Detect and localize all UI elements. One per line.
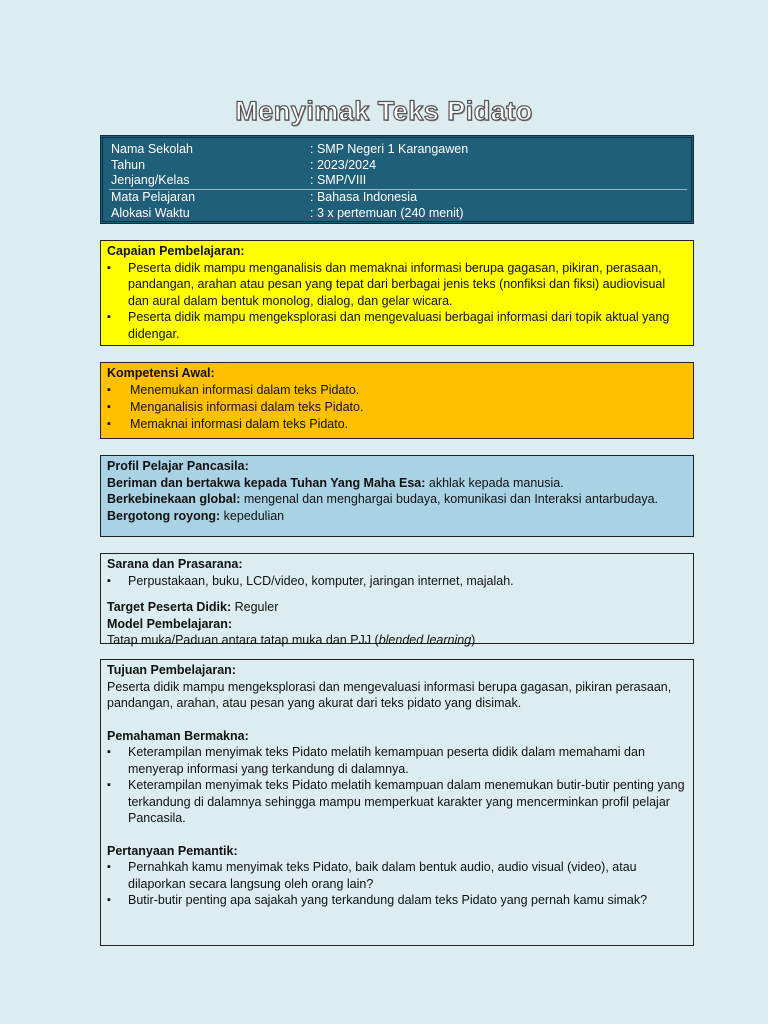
tujuan-heading: Tujuan Pembelajaran: bbox=[107, 663, 236, 677]
kompetensi-heading: Kompetensi Awal: bbox=[107, 366, 215, 380]
list-item: ▪ Peserta didik mampu menganalisis dan memaknai informasi berupa gagasan, pikiran, perasaan, pandangan, arahan atau pesan yang tepat dari berbagai jenis teks (nonfiksi dan fiksi) audiovisual dan aural dalam bentuk monolog, dialog, dan gelar wicara. bbox=[107, 260, 685, 310]
pemahaman-list bbox=[107, 744, 685, 827]
target-value: Reguler bbox=[231, 600, 279, 614]
list-item: ▪ Perpustakaan, buku, LCD/video, komputer, jaringan internet, majalah. bbox=[107, 573, 685, 590]
list-item: ▪ Keterampilan menyimak teks Pidato melatih kemampuan peserta didik dalam memahami dan menyerap informasi yang terkandung di dalamnya. bbox=[107, 744, 685, 777]
profil-heading: Profil Pelajar Pancasila: bbox=[107, 459, 249, 473]
kompetensi-awal-box bbox=[100, 362, 694, 439]
info-row bbox=[109, 158, 687, 174]
profil-label: Bergotong royong: bbox=[107, 508, 221, 523]
info-row bbox=[109, 142, 687, 158]
school-info-table bbox=[100, 135, 694, 224]
info-key: Tahun bbox=[111, 157, 146, 172]
list-item: ▪ Memaknai informasi dalam teks Pidato. bbox=[107, 416, 685, 433]
info-row bbox=[109, 173, 687, 189]
capaian-pembelajaran-box bbox=[100, 240, 694, 346]
pemahaman-heading: Pemahaman Bermakna: bbox=[107, 728, 249, 743]
profil-line bbox=[107, 508, 685, 525]
sarana-list bbox=[107, 573, 685, 590]
model-heading: Model Pembelajaran: bbox=[107, 616, 233, 631]
model-text-close: ) bbox=[471, 633, 476, 647]
target-line bbox=[107, 599, 685, 616]
profil-text: akhlak kepada manusia. bbox=[425, 475, 564, 490]
info-key: Jenjang/Kelas bbox=[111, 173, 190, 188]
profil-line bbox=[107, 491, 685, 508]
tujuan-pembelajaran-box bbox=[100, 659, 694, 946]
profil-text: kepedulian bbox=[220, 508, 285, 523]
profil-label: Beriman dan bertakwa kepada Tuhan Yang Maha Esa: bbox=[107, 475, 426, 490]
info-key: Nama Sekolah bbox=[111, 142, 193, 156]
target-label: Target Peserta Didik: bbox=[107, 600, 232, 614]
profil-label: Berkebinekaan global: bbox=[107, 492, 241, 506]
kompetensi-list bbox=[107, 382, 685, 433]
profil-text: mengenal dan menghargai budaya, komunikasi dan Interaksi antarbudaya. bbox=[240, 492, 659, 506]
tujuan-text: Peserta didik mampu mengeksplorasi dan mengevaluasi informasi berupa gagasan, pikiran perasaan, pandangan, arahan, atau pesan yang akurat dari teks pidato yang disimak. bbox=[107, 679, 672, 710]
model-text-main: Tatap muka/Paduan antara tatap muka dan PJJ ( bbox=[107, 633, 379, 647]
list-item: ▪ Butir-butir penting apa sajakah yang terkandung dalam teks Pidato yang pernah kamu simak? bbox=[107, 892, 685, 909]
info-row bbox=[109, 189, 687, 206]
capaian-list bbox=[107, 260, 685, 343]
list-item: ▪ Menemukan informasi dalam teks Pidato. bbox=[107, 382, 685, 399]
info-key: Mata Pelajaran bbox=[111, 190, 196, 205]
profil-pelajar-box bbox=[100, 455, 694, 537]
capaian-heading: Capaian Pembelajaran: bbox=[107, 244, 245, 258]
model-text bbox=[107, 632, 685, 649]
info-value: : 2023/2024 bbox=[310, 157, 377, 172]
sarana-heading: Sarana dan Prasarana: bbox=[107, 557, 243, 571]
info-value: : 3 x pertemuan (240 menit) bbox=[310, 205, 464, 220]
info-value: : Bahasa Indonesia bbox=[310, 190, 418, 205]
pertanyaan-heading: Pertanyaan Pemantik: bbox=[107, 843, 238, 858]
info-value: : SMP Negeri 1 Karangawen bbox=[310, 142, 469, 156]
pertanyaan-list bbox=[107, 859, 685, 909]
profil-line bbox=[107, 475, 685, 492]
info-key: Alokasi Waktu bbox=[111, 205, 190, 220]
list-item: ▪ Pernahkah kamu menyimak teks Pidato, baik dalam bentuk audio, audio visual (video), atau dilaporkan secara langsung oleh orang lain? bbox=[107, 859, 685, 892]
model-text-italic: blended learning bbox=[378, 633, 472, 647]
list-item: ▪ Keterampilan menyimak teks Pidato melatih kemampuan dalam menemukan butir-butir penting yang terkandung di dalamnya sehingga mampu memperkuat karakter yang mencerminkan profil pelajar Pancasila. bbox=[107, 777, 685, 827]
list-item: ▪ Menganalisis informasi dalam teks Pidato. bbox=[107, 399, 685, 416]
document-title: Menyimak Teks Pidato bbox=[235, 96, 533, 126]
info-row bbox=[109, 206, 687, 222]
info-value: : SMP/VIII bbox=[310, 173, 367, 188]
sarana-prasarana-box bbox=[100, 553, 694, 647]
list-item: ▪ Peserta didik mampu mengeksplorasi dan mengevaluasi berbagai informasi dari topik aktual yang didengar. bbox=[107, 309, 685, 342]
